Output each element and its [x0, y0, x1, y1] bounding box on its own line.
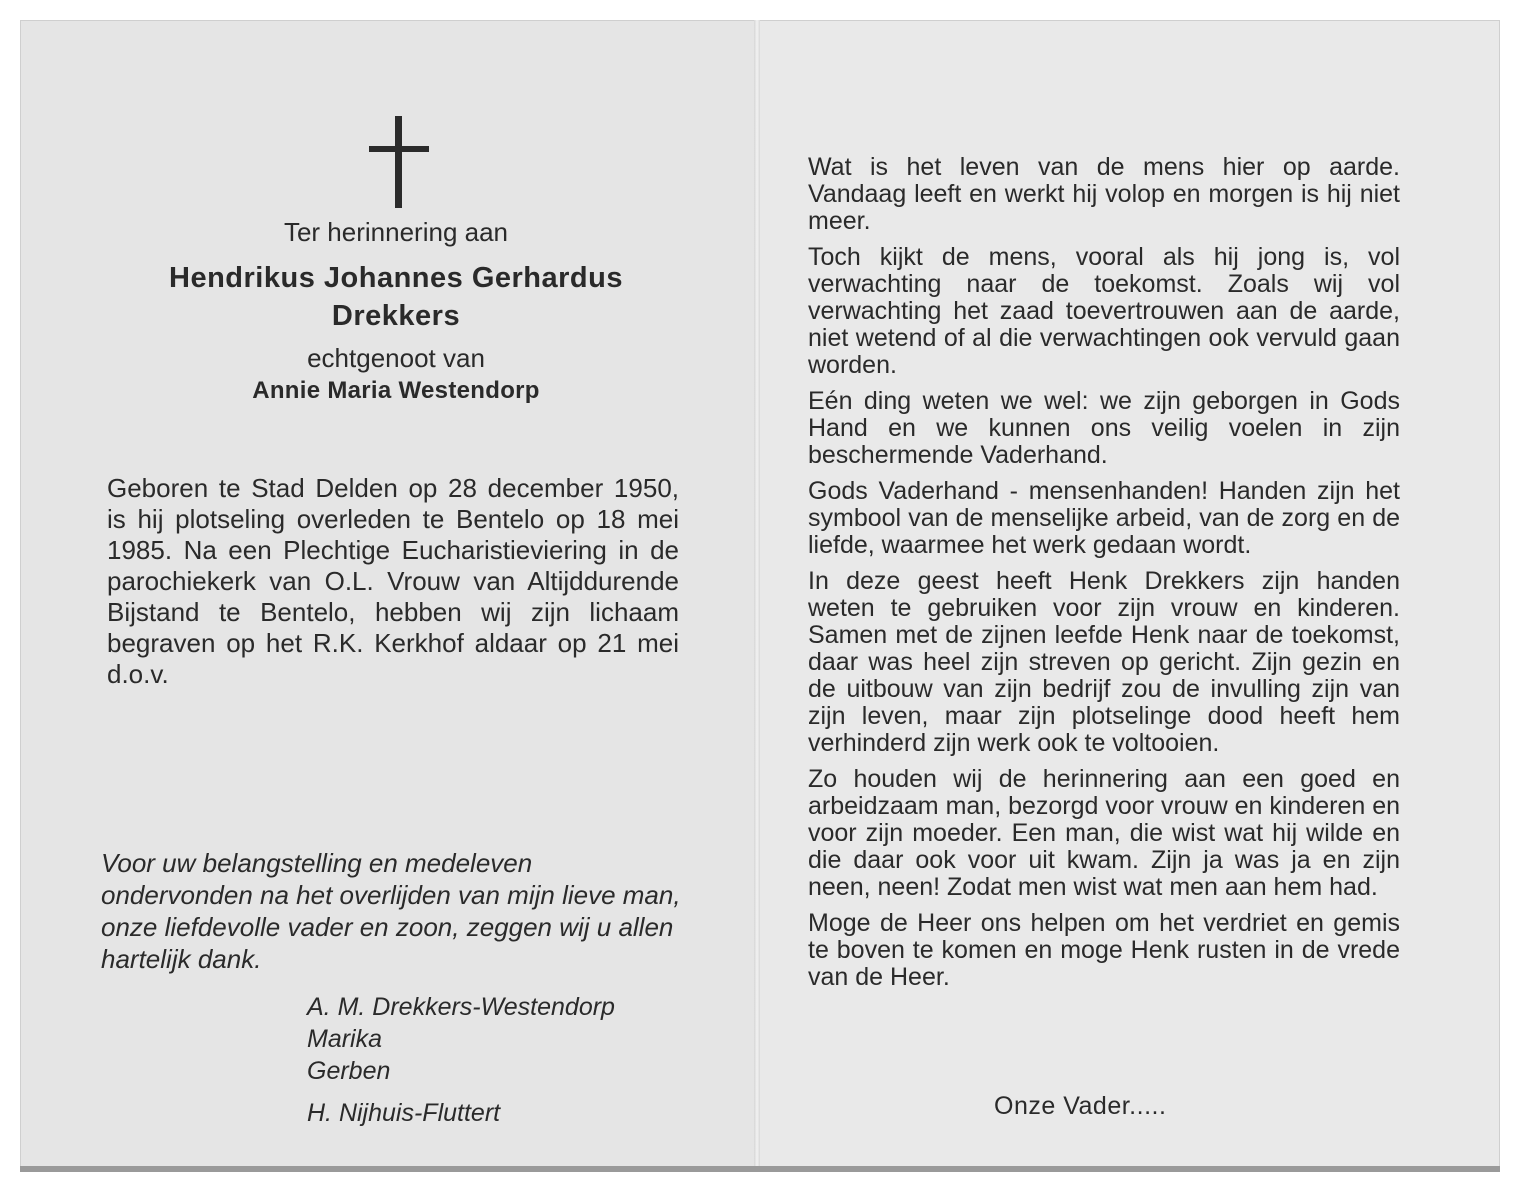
- poem-paragraph: Gods Vaderhand - mensenhanden! Handen zijn het symbool van de menselijke arbeid, van de zorg en de liefde, waarmee het werk gedaan wordt.: [808, 477, 1400, 559]
- signers-list: [307, 991, 707, 1129]
- signer: H. Nijhuis-Fluttert: [307, 1099, 501, 1127]
- name-line-1: Hendrikus Johannes Gerhardus: [169, 262, 623, 294]
- poem-text: [808, 154, 1400, 1000]
- name-line-2: Drekkers: [331, 300, 461, 332]
- spouse-name: Annie Maria Westendorp: [252, 377, 540, 404]
- poem-paragraph: Wat is het leven van de mens hier op aarde. Vandaag leeft en werkt hij volop en morgen is hij niet meer.: [808, 153, 1400, 235]
- card-bottom-edge: [20, 1166, 1500, 1172]
- closing-prayer: Onze Vader.....: [994, 1092, 1167, 1120]
- left-page: [20, 20, 758, 1170]
- poem-paragraph: Toch kijkt de mens, vooral als hij jong is, vol verwachting naar de toekomst. Zoals wij vol verwachting het zaad toevertrouwen aan de aarde, niet wetend of al die verwachtingen ook vervuld gaan worden.: [808, 243, 1400, 379]
- thanks-text: Voor uw belangstelling en medeleven ondervonden na het overlijden van mijn lieve man, onze liefdevolle vader en zoon, zeggen wij u allen hartelijk dank.: [101, 848, 681, 974]
- card-fold: [754, 20, 760, 1170]
- cross-icon: [369, 116, 429, 208]
- poem-paragraph: Eén ding weten we wel: we zijn geborgen in Gods Hand en we kunnen ons veilig voelen in zijn beschermende Vaderhand.: [808, 387, 1400, 469]
- deceased-name: [91, 259, 701, 335]
- poem-paragraph: Moge de Heer ons helpen om het verdriet en gemis te boven te komen en moge Henk rusten in de vrede van de Heer.: [808, 909, 1400, 991]
- signer: A. M. Drekkers-Westendorp: [307, 993, 615, 1021]
- signer: Gerben: [307, 1057, 391, 1085]
- intro-text: Ter herinnering aan: [283, 217, 509, 247]
- poem-paragraph: In deze geest heeft Henk Drekkers zijn handen weten te gebruiken voor zijn vrouw en kinderen. Samen met de zijnen leefde Henk naar de toekomst, daar was heel zijn streven op gericht. Zijn gezin en de uitbouw van zijn bedrijf zou de invulling zijn van zijn leven, maar zijn plotselinge dood heeft hem verhinderd zijn werk ook te voltooien.: [808, 567, 1400, 757]
- biography-text: Geboren te Stad Delden op 28 december 1950, is hij plotseling overleden te Bentelo op 18 mei 1985. Na een Plechtige Eucharistieviering in de parochiekerk van O.L. Vrouw van Altijddurende Bijstand te Bentelo, hebben wij zijn lichaam begraven op het R.K. Kerkhof aldaar op 21 mei d.o.v.: [107, 473, 679, 689]
- signer: Marika: [307, 1025, 383, 1053]
- poem-paragraph: Zo houden wij de herinnering aan een goed en arbeidzaam man, bezorgd voor vrouw en kinderen en voor zijn moeder. Een man, die wist wat hij wilde en die daar ook voor uit kwam. Zijn ja was ja en zijn neen, neen! Zodat men wist wat men aan hem had.: [808, 765, 1401, 901]
- spouse-label: echtgenoot van: [307, 343, 485, 373]
